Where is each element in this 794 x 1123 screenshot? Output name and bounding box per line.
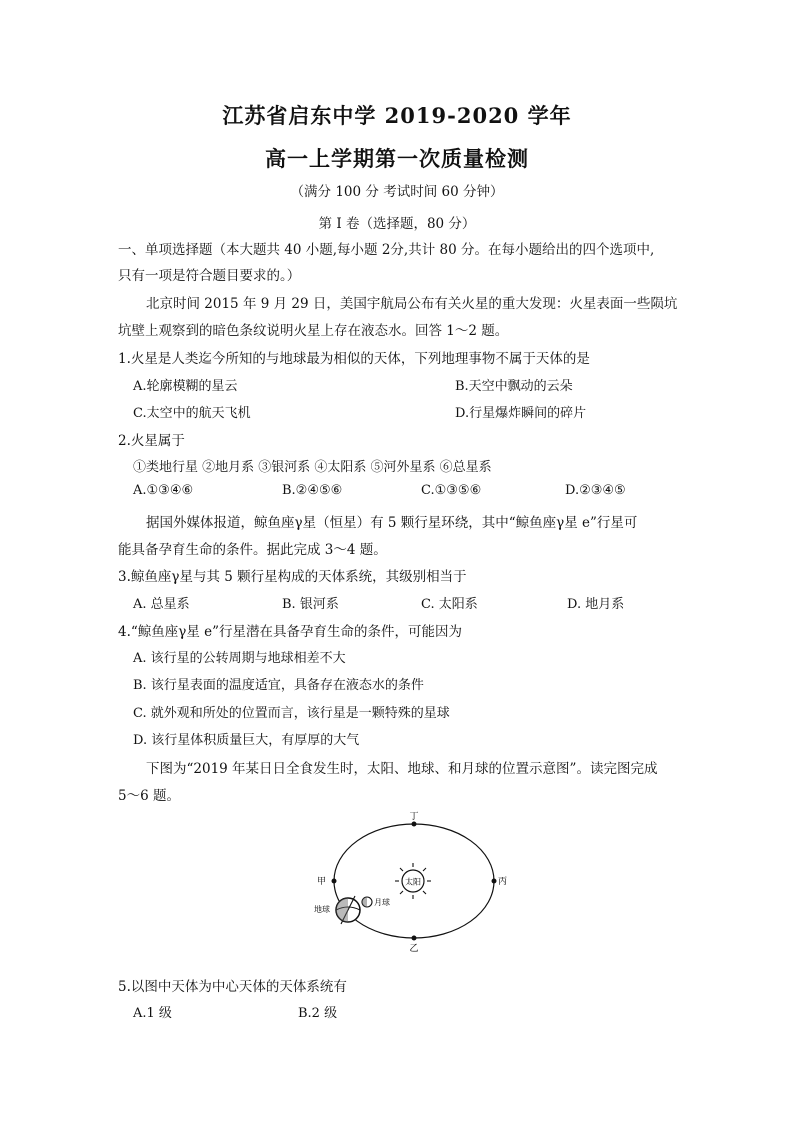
title-school-year: 江苏省启东中学 2019-2020 学年 xyxy=(222,103,572,128)
q2-stem: 2.火星属于 xyxy=(118,433,185,449)
label-ding: 丁 xyxy=(409,812,419,822)
passage3-line1: 下图为“2019 年某日日全食发生时，太阳、地球、和月球的位置示意图”。读完图完成 xyxy=(146,761,658,777)
q2-option-c: C.①③⑤⑥ xyxy=(421,483,482,498)
passage1-line2: 坑壁上观察到的暗色条纹说明火星上存在液态水。回答 1～2 题。 xyxy=(118,323,509,339)
orbit-point-right xyxy=(492,879,497,884)
q2-option-a: A.①③④⑥ xyxy=(133,483,194,498)
passage2-line1: 据国外媒体报道，鲸鱼座γ星（恒星）有 5 颗行星环绕，其中“鲸鱼座γ星 e”行星可 xyxy=(146,515,638,531)
label-jia: 甲 xyxy=(316,877,326,887)
orbit-point-left xyxy=(332,879,337,884)
orbit-point-bottom xyxy=(412,936,417,941)
passage2-line2: 能具备孕育生命的条件。据此完成 3～4 题。 xyxy=(118,542,387,558)
sun-label: 太阳 xyxy=(405,877,421,887)
passage3-line2: 5～6 题。 xyxy=(118,788,180,804)
exam-meta: （满分 100 分 考试时间 60 分钟） xyxy=(290,184,504,200)
q1-option-d: D.行星爆炸瞬间的碎片 xyxy=(455,406,587,421)
title-exam: 高一上学期第一次质量检测 xyxy=(265,146,529,171)
q3-option-c: C. 太阳系 xyxy=(421,597,478,612)
q2-items: ①类地行星 ②地月系 ③银河系 ④太阳系 ⑤河外星系 ⑥总星系 xyxy=(133,460,492,475)
passage1-line1: 北京时间 2015 年 9 月 29 日，美国宇航局公布有关火星的重大发现：火星表面一些陨坑 xyxy=(146,296,678,312)
q3-option-d: D. 地月系 xyxy=(567,597,625,612)
q1-option-b: B.天空中飘动的云朵 xyxy=(455,379,573,394)
q2-option-b: B.②④⑤⑥ xyxy=(282,483,343,498)
label-yi: 乙 xyxy=(409,944,419,954)
q1-stem: 1.火星是人类迄今所知的与地球最为相似的天体，下列地理事物不属于天体的是 xyxy=(118,351,590,367)
q5-option-b: B.2 级 xyxy=(298,1006,338,1021)
q4-stem: 4.“鲸鱼座γ星 e”行星潜在具备孕育生命的条件，可能因为 xyxy=(118,624,463,640)
earth-label: 地球 xyxy=(314,905,330,914)
q5-option-a: A.1 级 xyxy=(133,1006,172,1021)
orbit-point-top xyxy=(412,822,417,827)
moon-icon xyxy=(362,897,372,907)
q1-option-a: A.轮廓模糊的星云 xyxy=(133,379,238,394)
q2-option-d: D.②③④⑤ xyxy=(565,483,626,498)
label-bing: 丙 xyxy=(498,877,508,887)
section-instruction-line2: 只有一项是符合题目要求的。） xyxy=(118,268,301,284)
part-heading: 第 I 卷（选择题，80 分） xyxy=(318,216,476,232)
moon-label: 月球 xyxy=(374,898,390,907)
q4-option-a: A. 该行星的公转周期与地球相差不大 xyxy=(133,651,346,666)
q5-stem: 5.以图中天体为中心天体的天体系统有 xyxy=(118,979,347,995)
earth-icon xyxy=(336,896,360,924)
q3-stem: 3.鲸鱼座γ星与其 5 颗行星构成的天体系统，其级别相当于 xyxy=(118,569,467,585)
q3-option-b: B. 银河系 xyxy=(282,597,339,612)
q1-option-c: C.太空中的航天飞机 xyxy=(133,406,251,421)
section-instruction-line1: 一、单项选择题（本大题共 40 小题,每小题 2分,共计 80 分。在每小题给出的四个选项中, xyxy=(118,242,655,258)
q4-option-c: C. 就外观和所处的位置而言，该行星是一颗特殊的星球 xyxy=(133,706,450,721)
q4-option-d: D. 该行星体积质量巨大，有厚厚的大气 xyxy=(133,733,360,748)
q4-option-b: B. 该行星表面的温度适宜，具备存在液态水的条件 xyxy=(133,678,424,693)
q3-option-a: A. 总星系 xyxy=(133,597,190,612)
solar-eclipse-diagram xyxy=(300,808,530,958)
